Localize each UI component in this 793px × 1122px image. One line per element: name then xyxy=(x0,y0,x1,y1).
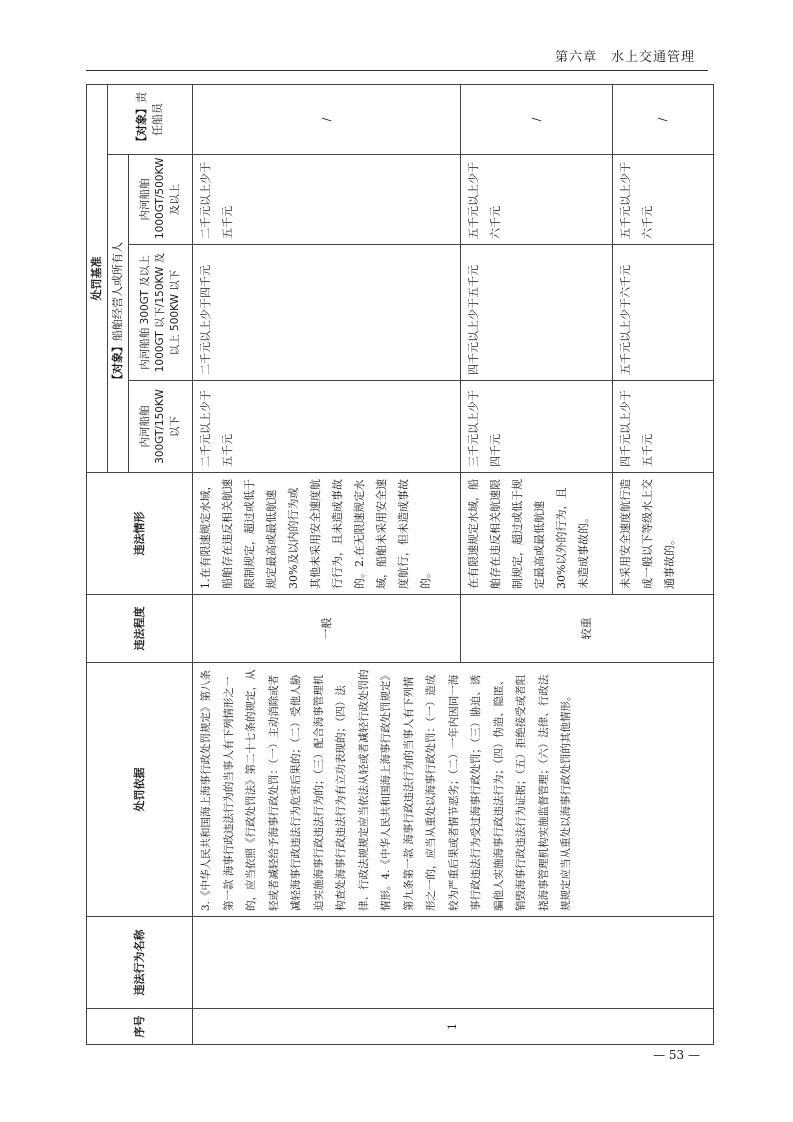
cell-seq: 1 xyxy=(193,1009,714,1045)
cell-responsible-row2: / xyxy=(461,85,613,155)
cell-fine-large-row3: 五千元以上少于六千元 xyxy=(613,155,714,245)
responsible-text: 责任船员 xyxy=(135,92,164,136)
header-col-small: 内河船舶300GT/150KW以下 xyxy=(129,381,193,473)
cell-degree-row2: 较重 xyxy=(461,595,714,663)
cell-situation-row1: 1.在有限速规定水域，船舶存在违反相关航速限制规定，超过或低于规定最高或最低航速30%及以内的行为或其他未采用安全速度航行行为，且未造成事故的。2.在无限速规定水域，船舶未采用安全速度航行，但未造成事故的。 xyxy=(193,473,461,595)
cell-basis: 3.《中华人民共和国海上海事行政处罚规定》第八条第一款 海事行政违法行为的当事人有下列情形之一的，应当依照《行政处罚法》第二十七条的规定，从轻或者减轻给予海事行政处罚：（一）主动消除或者减轻海事行政违法行为危害后果的；（二）受他人胁迫实施海事行政违法行为的；（三）配合海事管理机构查处海事行政违法行为有立功表现的；（四）法律、行政法规规定应当依法从轻或者减轻行政处罚的情形。4.《中华人民共和国海上海事行政处罚规定》第九条第一款 海事行政违法行为的当事人有下列情形之一的，应当从重处以海事行政处罚：（一）造成较为严重后果或者情节恶劣；（二）一年内因同一海事行政违法行为受过海事行政处罚；（三）胁迫、诱骗他人实施海事行政违法行为；（四）伪造、隐匿、销毁海事行政违法行为证据；（五）拒绝接受或者阻挠海事管理机构实施监督管理；（六）法律、行政法规规定应当从重处以海事行政处罚的其他情形。 xyxy=(193,663,714,917)
header-situation: 违法情形 xyxy=(87,473,193,595)
header-seq: 序号 xyxy=(87,1009,193,1045)
cell-fine-large-row1: 二千元以上少于五千元 xyxy=(193,155,461,245)
page-number: — 53 — xyxy=(653,1048,700,1062)
cell-degree-row1: 一般 xyxy=(193,595,461,663)
cell-fine-large-row2: 五千元以上少于六千元 xyxy=(461,155,613,245)
header-degree: 违法程度 xyxy=(87,595,193,663)
cell-responsible-row3: / xyxy=(613,85,714,155)
cell-responsible-row1: / xyxy=(193,85,461,155)
header-violation-name: 违法行为名称 xyxy=(87,917,193,1009)
responsible-tag: 【对象】 xyxy=(135,103,148,147)
header-standard: 处罚基准 xyxy=(87,85,108,473)
header-col-medium: 内河船舶 300GT 及以上1000GT 以下/150KW 及以上 500KW 以下 xyxy=(129,245,193,381)
header-col-large: 内河船舶1000GT/500KW及以上 xyxy=(129,155,193,245)
cell-situation-row2: 在有限速规定水域，船舶存在违反相关航速限制规定，超过或低于规定最高或最低航速30%以外的行为，且未造成事故的。 xyxy=(461,473,613,595)
operator-tag: 【对象】 xyxy=(111,341,124,385)
header-rule xyxy=(86,70,708,71)
cell-fine-medium-row2: 四千元以上少于五千元 xyxy=(461,245,613,381)
header-operator xyxy=(108,155,129,473)
operator-text: 船舶经营人或所有人 xyxy=(111,242,124,341)
penalty-standard-table xyxy=(86,84,714,1045)
running-header: 第六章 水上交通管理 xyxy=(554,50,695,65)
cell-situation-row3: 未采用安全速度航行造成一般以下等级水上交通事故的。 xyxy=(613,473,714,595)
rotated-table-container xyxy=(86,85,711,1045)
cell-fine-small-row3: 四千元以上少于五千元 xyxy=(613,381,714,473)
cell-fine-small-row1: 二千元以上少于五千元 xyxy=(193,381,461,473)
cell-violation-name xyxy=(193,917,714,1009)
cell-fine-medium-row3: 五千元以上少于六千元 xyxy=(613,245,714,381)
cell-fine-medium-row1: 二千元以上少于四千元 xyxy=(193,245,461,381)
header-responsible xyxy=(108,85,193,155)
header-basis: 处罚依据 xyxy=(87,663,193,917)
cell-fine-small-row2: 三千元以上少于四千元 xyxy=(461,381,613,473)
